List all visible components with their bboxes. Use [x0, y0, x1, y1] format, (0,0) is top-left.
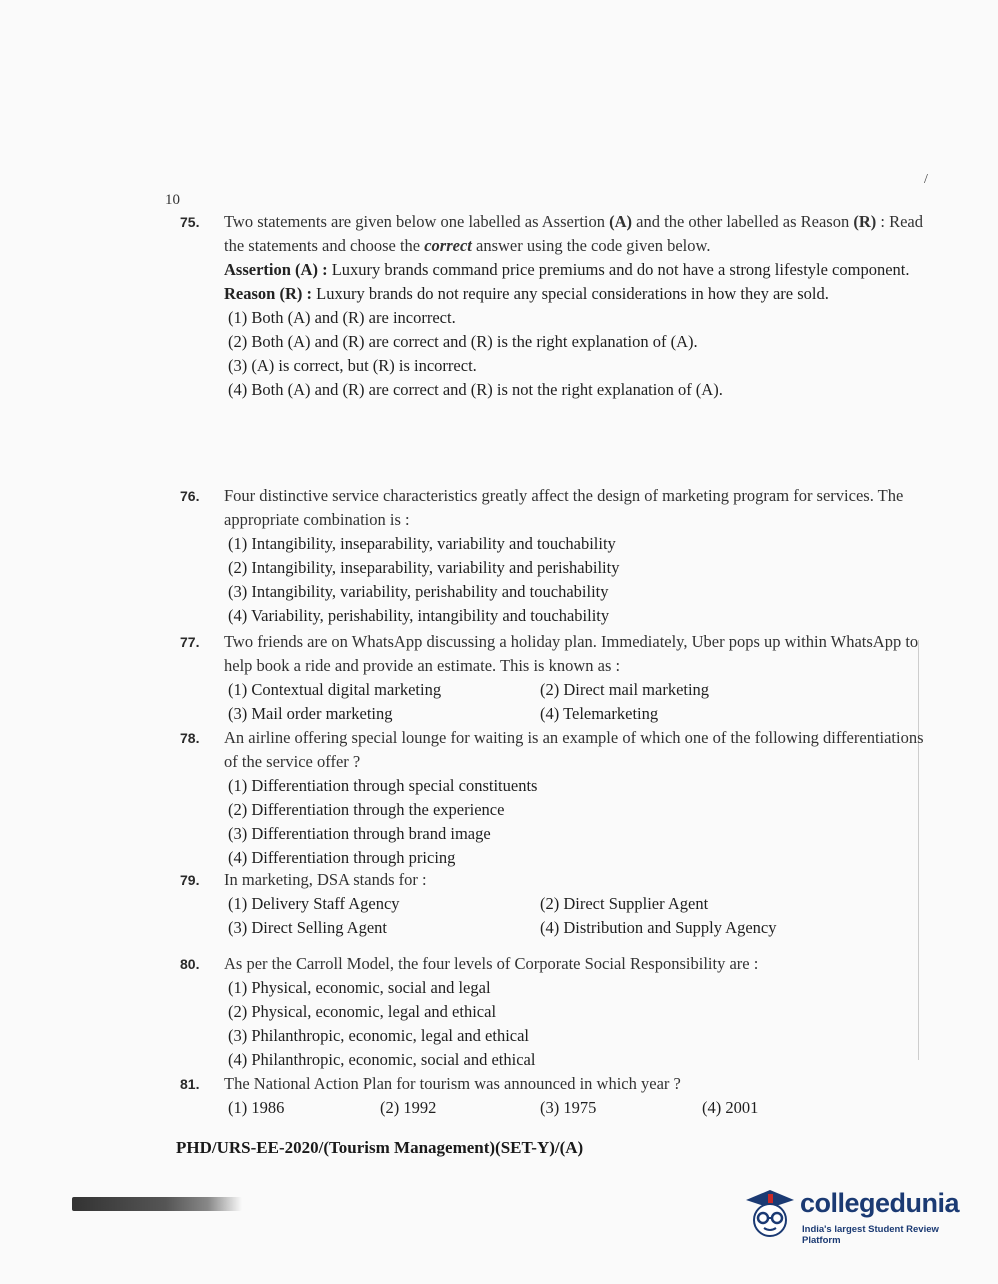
- answer-option: (2) Direct Supplier Agent: [540, 894, 709, 913]
- page-number: 10: [165, 192, 180, 208]
- answer-option-row: [228, 916, 925, 940]
- answer-option: (2) 1992: [380, 1098, 437, 1117]
- answer-option: (2) Intangibility, inseparability, variability and perishability: [228, 558, 620, 577]
- answer-option: (4) Distribution and Supply Agency: [540, 918, 777, 937]
- question-stem: The National Action Plan for tourism was announced in which year ?: [224, 1074, 681, 1093]
- paper-code-footer: PHD/URS-EE-2020/(Tourism Management)(SET-Y)/(A): [176, 1138, 584, 1157]
- question-78: [180, 726, 925, 870]
- answer-option: (1) Physical, economic, social and legal: [228, 978, 491, 997]
- answer-option: (1) Contextual digital marketing: [228, 680, 442, 699]
- answer-option: (3) Direct Selling Agent: [228, 918, 388, 937]
- answer-option: (4) Both (A) and (R) are correct and (R) is not the right explanation of (A).: [228, 380, 723, 399]
- answer-option-row: [228, 1096, 925, 1120]
- question-stem: In marketing, DSA stands for :: [224, 870, 427, 889]
- scan-artifact: [72, 1197, 242, 1211]
- answer-option: (4) Differentiation through pricing: [228, 848, 456, 867]
- answer-option: (4) Variability, perishability, intangibility and touchability: [228, 606, 610, 625]
- answer-option: (1) Differentiation through special constituents: [228, 776, 538, 795]
- answer-option: (1) Intangibility, inseparability, variability and touchability: [228, 534, 616, 553]
- graduate-face-icon: [740, 1186, 796, 1242]
- question-number: 76.: [180, 488, 200, 504]
- answer-option: (4) 2001: [702, 1098, 759, 1117]
- answer-option: (2) Direct mail marketing: [540, 680, 710, 699]
- answer-option: (3) Differentiation through brand image: [228, 824, 491, 843]
- logo-brand-name: collegedunia: [800, 1188, 960, 1218]
- answer-option-row: [228, 678, 925, 702]
- question-76: [180, 484, 925, 628]
- answer-option: (1) 1986: [228, 1098, 285, 1117]
- question-number: 80.: [180, 956, 200, 972]
- answer-option: (3) 1975: [540, 1098, 597, 1117]
- answer-option-row: [228, 702, 925, 726]
- question-stem: Two friends are on WhatsApp discussing a holiday plan. Immediately, Uber pops up within WhatsApp to help book a ride and provide an estimate. This is known as :: [224, 632, 919, 675]
- answer-option-row: [228, 892, 925, 916]
- question-79: [180, 868, 925, 940]
- logo-tagline: India's largest Student Review Platform: [802, 1224, 939, 1246]
- question-number: 81.: [180, 1076, 200, 1092]
- question-number: 77.: [180, 634, 200, 650]
- question-81: [180, 1072, 925, 1120]
- answer-option: (3) Mail order marketing: [228, 704, 393, 723]
- answer-option: (3) (A) is correct, but (R) is incorrect.: [228, 356, 477, 375]
- question-stem: Two statements are given below one labelled as Assertion (A) and the other labelled as Reason (R) : Read the statements and choose the correct answer using the code given below.: [224, 212, 923, 255]
- question-number: 78.: [180, 730, 200, 746]
- answer-option: (4) Philanthropic, economic, social and ethical: [228, 1050, 536, 1069]
- question-stem: As per the Carroll Model, the four levels of Corporate Social Responsibility are :: [224, 954, 759, 973]
- answer-option: (1) Delivery Staff Agency: [228, 894, 400, 913]
- question-number: 75.: [180, 214, 200, 230]
- answer-option: (4) Telemarketing: [540, 704, 659, 723]
- question-77: [180, 630, 925, 726]
- answer-option: (3) Philanthropic, economic, legal and ethical: [228, 1026, 530, 1045]
- reason-statement: Reason (R) : Luxury brands do not require any special considerations in how they are sold.: [224, 284, 829, 303]
- question-number: 79.: [180, 872, 200, 888]
- answer-option: (2) Both (A) and (R) are correct and (R) is the right explanation of (A).: [228, 332, 698, 351]
- question-stem: Four distinctive service characteristics greatly affect the design of marketing program for services. The appropriate combination is :: [224, 486, 904, 529]
- question-80: [180, 952, 925, 1072]
- answer-option: (2) Differentiation through the experience: [228, 800, 505, 819]
- question-75: [180, 210, 925, 402]
- scan-tick-mark: /: [924, 172, 928, 187]
- collegedunia-logo: [740, 1180, 970, 1250]
- question-stem: An airline offering special lounge for waiting is an example of which one of the following differentiations of the service offer ?: [224, 728, 924, 771]
- assertion-statement: Assertion (A) : Luxury brands command price premiums and do not have a strong lifestyle component.: [224, 260, 910, 279]
- answer-option: (1) Both (A) and (R) are incorrect.: [228, 308, 456, 327]
- answer-option: (2) Physical, economic, legal and ethical: [228, 1002, 497, 1021]
- answer-option: (3) Intangibility, variability, perishability and touchability: [228, 582, 609, 601]
